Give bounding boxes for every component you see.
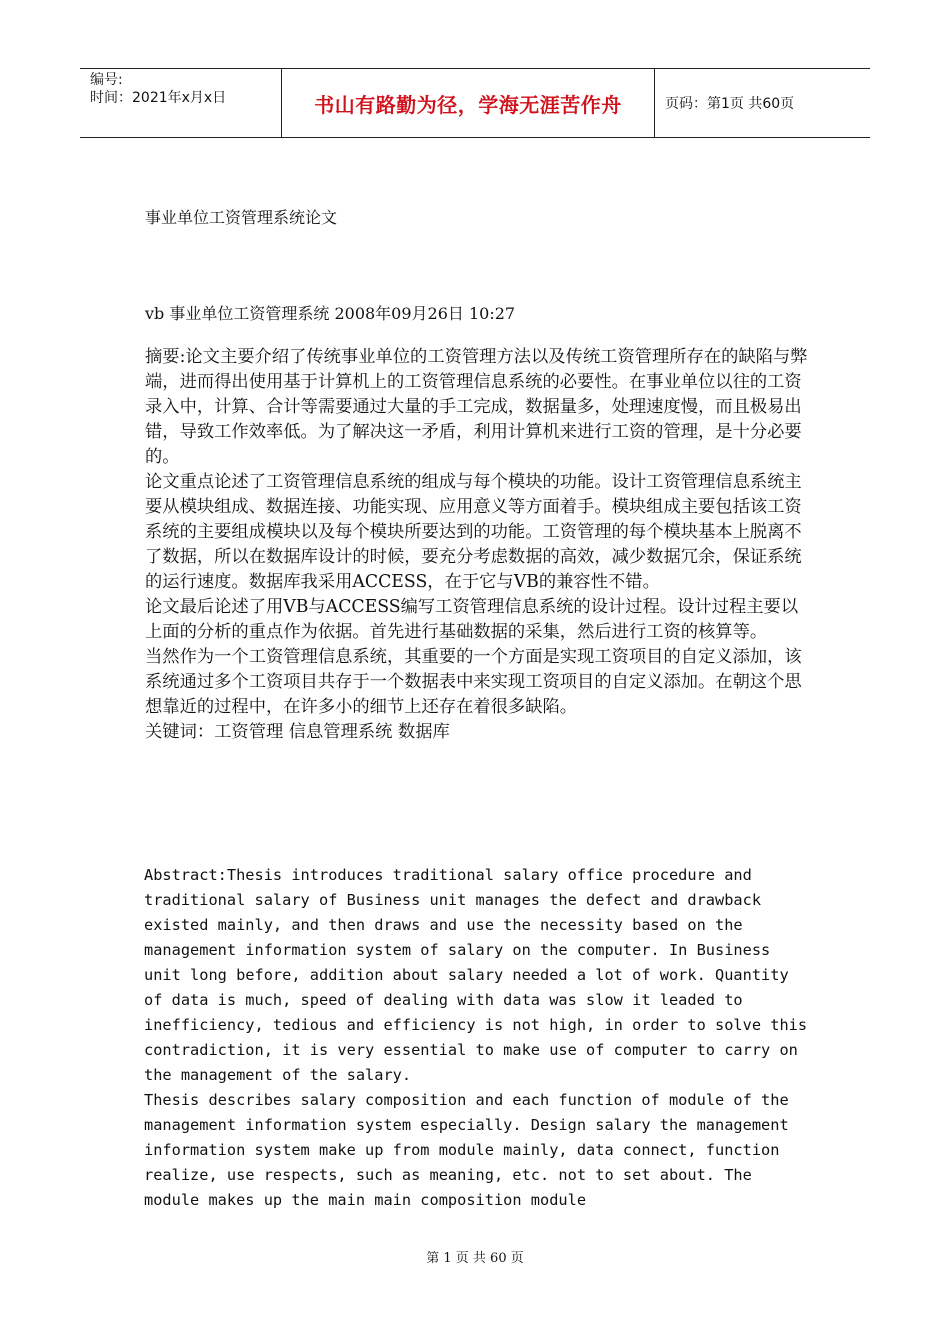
header-left-cell	[80, 69, 282, 137]
motto: 书山有路勤为径，学海无涯苦作舟	[282, 69, 655, 137]
number-label: 编号:	[90, 72, 123, 88]
paragraph: Thesis describes salary composition and each function of module of the management information system especially. Design salary the management information system make up from module mainly, data connect, function realize, use respects, such as meaning, etc. not to set about. The module makes up the main main composition module	[144, 1091, 789, 1209]
keywords: 关键词：工资管理 信息管理系统 数据库	[145, 722, 450, 742]
paragraph: 当然作为一个工资管理信息系统，其重要的一个方面是实现工资项目的自定义添加，该系统通过多个工资项目共存于一个数据表中来实现工资项目的自定义添加。在朝这个思想靠近的过程中，在许多小的细节上还存在着很多缺陷。	[145, 647, 802, 717]
document-title: 事业单位工资管理系统论文	[145, 208, 338, 227]
english-abstract	[144, 863, 816, 1213]
document-meta: vb 事业单位工资管理系统 2008年09月26日 10:27	[145, 304, 516, 323]
time-label: 时间：2021年x月x日	[90, 90, 227, 106]
paragraph: Abstract:Thesis introduces traditional salary office procedure and traditional salary of Business unit manages the defect and drawback existed mainly, and then draws and use the necessity based on the management information system of salary on the computer. In Business unit long before, addition about salary needed a lot of work. Quantity of data is much, speed of dealing with data was slow it leaded to inefficiency, tedious and efficiency is not high, in order to solve this contradiction, it is very essential to make use of computer to carry on the management of the salary.	[144, 866, 808, 1084]
paragraph: 摘要:论文主要介绍了传统事业单位的工资管理方法以及传统工资管理所存在的缺陷与弊端，进而得出使用基于计算机上的工资管理信息系统的必要性。在事业单位以往的工资录入中，计算、合计等需要通过大量的手工完成，数据量多，处理速度慢，而且极易出错，导致工作效率低。为了解决这一矛盾，利用计算机来进行工资的管理，是十分必要的。	[145, 347, 808, 467]
page-footer: 第 1 页 共 60 页	[426, 1251, 524, 1266]
chinese-abstract	[145, 345, 810, 745]
paragraph: 论文重点论述了工资管理信息系统的组成与每个模块的功能。设计工资管理信息系统主要从模块组成、数据连接、功能实现、应用意义等方面着手。模块组成主要包括该工资系统的主要组成模块以及每个模块所要达到的功能。工资管理的每个模块基本上脱离不了数据，所以在数据库设计的时候，要充分考虑数据的高效，减少数据冗余，保证系统的运行速度。数据库我采用ACCESS，在于它与VB的兼容性不错。	[145, 472, 802, 592]
page-info: 页码：第1页 共60页	[665, 96, 795, 112]
paragraph: 论文最后论述了用VB与ACCESS编写工资管理信息系统的设计过程。设计过程主要以上面的分析的重点作为依据。首先进行基础数据的采集，然后进行工资的核算等。	[145, 597, 799, 642]
page-header	[80, 68, 870, 138]
